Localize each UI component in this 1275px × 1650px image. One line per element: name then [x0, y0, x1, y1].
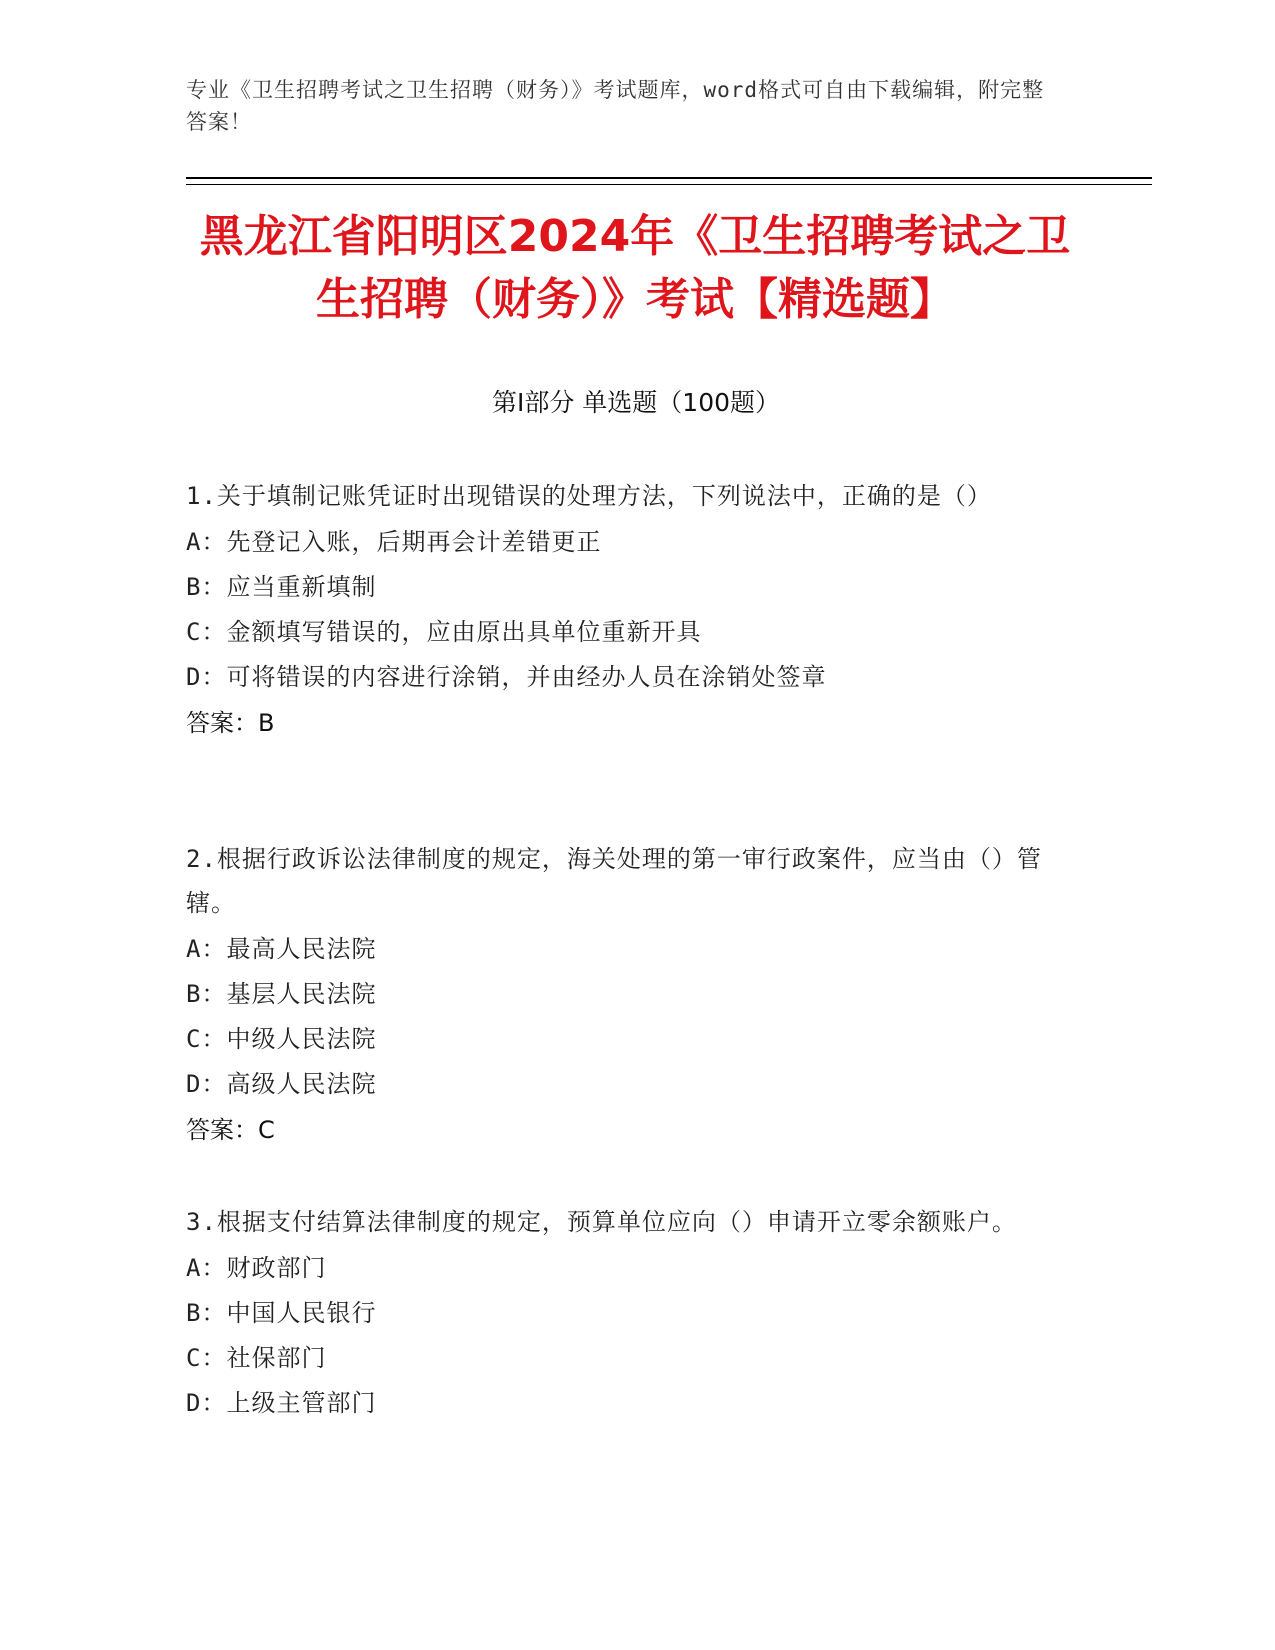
option-b: B：中国人民银行: [186, 1299, 377, 1327]
option-a: A：财政部门: [186, 1254, 327, 1282]
option-a: A：最高人民法院: [186, 935, 377, 963]
document-title: 黑龙江省阳明区2024年《卫生招聘考试之卫生招聘（财务）》考试【精选题】: [199, 211, 1071, 325]
option-d: D：可将错误的内容进行涂销，并由经办人员在涂销处签章: [186, 663, 827, 691]
answer: 答案：C: [186, 1116, 275, 1144]
option-d: D：上级主管部门: [186, 1389, 377, 1417]
option-c: C：社保部门: [186, 1344, 327, 1372]
question-1: [186, 474, 1066, 746]
option-c: C：金额填写错误的，应由原出具单位重新开具: [186, 618, 702, 646]
header-divider-thin: [186, 184, 1152, 185]
option-c: C：中级人民法院: [186, 1025, 377, 1053]
header-divider-thick: [186, 177, 1152, 179]
question-stem: 1.关于填制记账凭证时出现错误的处理方法，下列说法中，正确的是（）: [186, 482, 992, 510]
question-3: [186, 1200, 1066, 1426]
option-b: B：应当重新填制: [186, 573, 377, 601]
section-heading: 第I部分 单选题（100题）: [491, 388, 781, 417]
option-d: D：高级人民法院: [186, 1070, 377, 1098]
option-a: A：先登记入账，后期再会计差错更正: [186, 528, 602, 556]
question-2: [186, 837, 1066, 1153]
header-note: 专业《卫生招聘考试之卫生招聘（财务）》考试题库，word格式可自由下载编辑，附完整答案！: [186, 78, 1045, 134]
option-b: B：基层人民法院: [186, 980, 377, 1008]
question-stem: 3.根据支付结算法律制度的规定，预算单位应向（）申请开立零余额账户。: [186, 1208, 1017, 1236]
answer: 答案：B: [186, 709, 275, 737]
question-stem: 2.根据行政诉讼法律制度的规定，海关处理的第一审行政案件，应当由（）管辖。: [186, 845, 1042, 917]
